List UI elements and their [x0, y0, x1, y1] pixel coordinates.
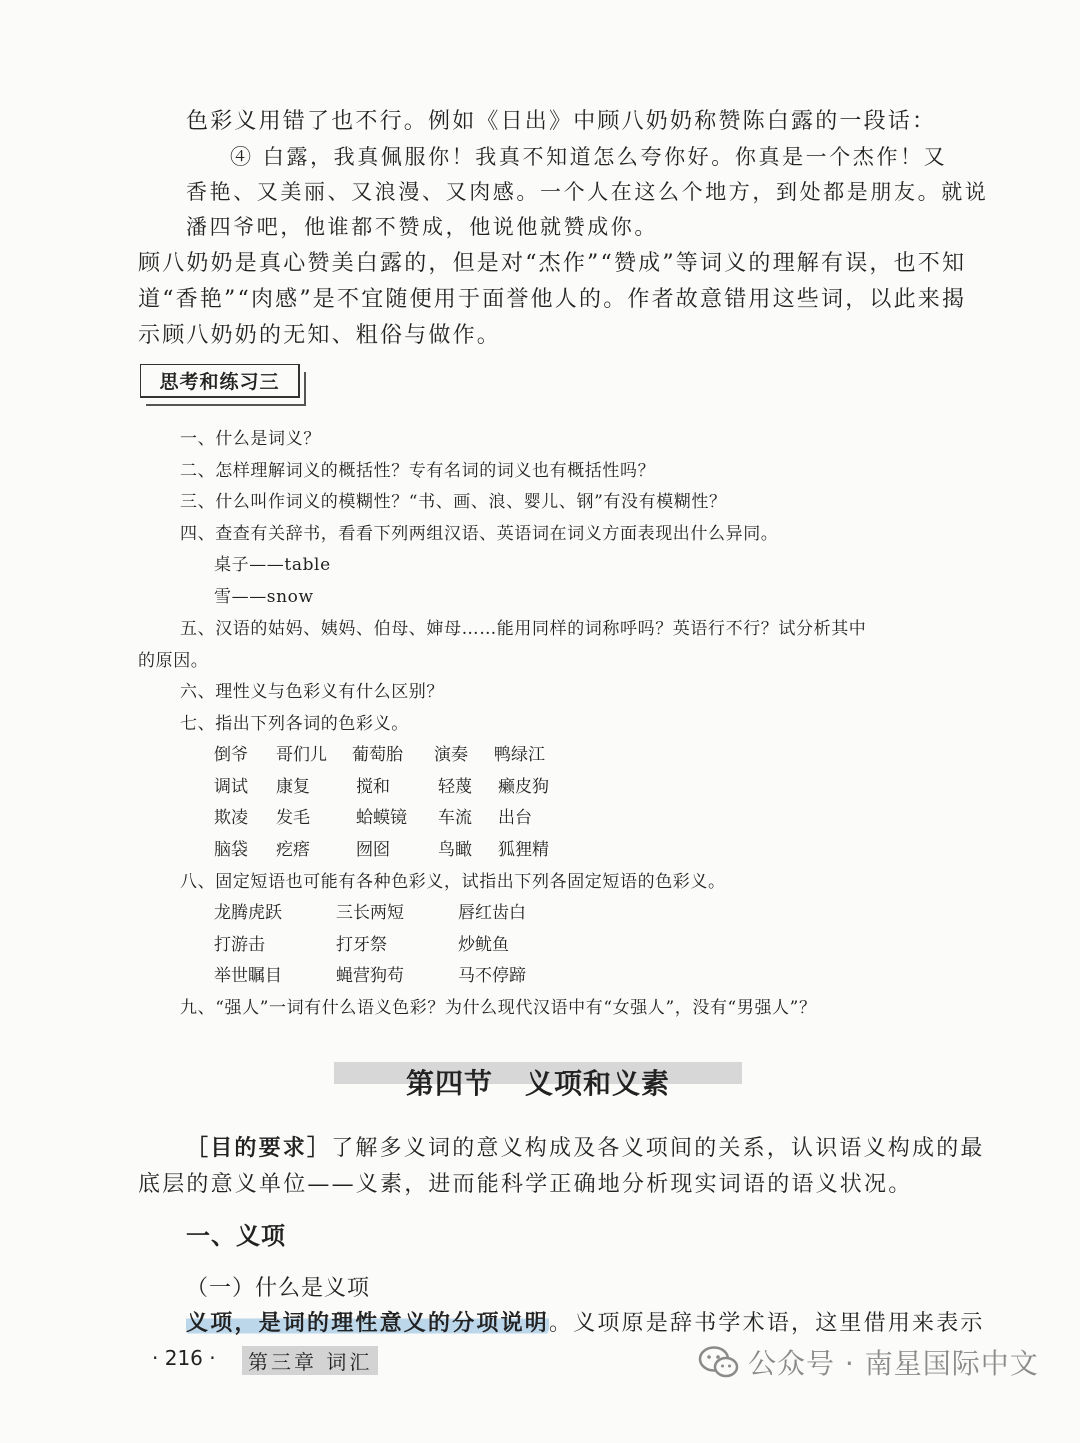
phrase-item: 唇红齿白	[458, 903, 526, 923]
question-7: 七、指出下列各词的色彩义。	[180, 714, 409, 734]
section-name: 义项和义素	[525, 1067, 671, 1100]
section-number: 第四节	[405, 1067, 493, 1100]
word-item: 康复	[276, 777, 310, 797]
definition-rest: 。义项原是辞书学术语，这里借用来表示	[549, 1311, 985, 1336]
heading-1: 一、义项	[186, 1222, 286, 1250]
explain-line-1: 顾八奶奶是真心赞美白露的，但是对“杰作”“赞成”等词义的理解有误，也不知	[138, 251, 967, 276]
word-item: 搅和	[356, 777, 390, 797]
word-item: 脑袋	[214, 840, 248, 860]
word-item: 狐狸精	[498, 840, 549, 860]
heading-2: （一）什么是义项	[186, 1276, 371, 1301]
intro-line-1: 色彩义用错了也不行。例如《日出》中顾八奶奶称赞陈白露的一段话：	[186, 109, 937, 134]
word-item: 轻蔑	[438, 777, 472, 797]
section-title	[334, 1062, 742, 1108]
word-item: 囫囵	[356, 840, 390, 860]
phrase-item: 打牙祭	[336, 935, 387, 955]
phrase-item: 炒鱿鱼	[458, 935, 509, 955]
goal-line-2: 底层的意义单位——义素，进而能科学正确地分析现实词语的语义状况。	[138, 1172, 913, 1197]
phrase-item: 打游击	[214, 935, 265, 955]
word-item: 调试	[214, 777, 248, 797]
question-8: 八、固定短语也可能有各种色彩义，试指出下列各固定短语的色彩义。	[180, 872, 726, 892]
word-item: 演奏	[434, 745, 468, 765]
word-item: 发毛	[276, 808, 310, 828]
phrase-item: 马不停蹄	[458, 966, 526, 986]
goal-label: ［目的要求］	[186, 1136, 332, 1161]
goal-text: 了解多义词的意义构成及各义项间的关系，认识语义构成的最	[331, 1136, 985, 1161]
phrase-item: 龙腾虎跃	[214, 903, 282, 923]
exercise-title: 思考和练习三	[140, 364, 300, 398]
phrase-item: 举世瞩目	[214, 966, 282, 986]
quote-line-3: 潘四爷吧，他谁都不赞成，他说他就赞成你。	[186, 215, 658, 239]
word-pair-2: 雪——snow	[214, 587, 314, 607]
watermark-text: 公众号 · 南星国际中文	[748, 1347, 1039, 1380]
word-pair-1: 桌子——table	[214, 555, 331, 575]
question-9: 九、“强人”一词有什么语义色彩？为什么现代汉语中有“女强人”，没有“男强人”？	[180, 998, 817, 1018]
word-item: 鸟瞰	[438, 840, 472, 860]
quote-line-1: ④ 白露，我真佩服你！我真不知道怎么夸你好。你真是一个杰作！又	[230, 145, 948, 169]
goal-line-1	[186, 1131, 985, 1162]
word-item: 鸭绿江	[494, 745, 545, 765]
word-item: 疙瘩	[276, 840, 310, 860]
explain-line-3: 示顾八奶奶的无知、粗俗与做作。	[138, 323, 502, 348]
word-item: 蛤蟆镜	[356, 808, 407, 828]
question-5-cont: 的原因。	[138, 651, 209, 671]
word-item: 哥们儿	[276, 745, 327, 765]
explain-line-2: 道“香艳”“肉感”是不宜随便用于面誉他人的。作者故意错用这些词，以此来揭	[138, 287, 967, 312]
word-item: 欺凌	[214, 808, 248, 828]
word-item: 倒爷	[214, 745, 248, 765]
word-item: 葡萄胎	[352, 745, 403, 765]
question-3: 三、什么叫作词义的模糊性？“书、画、浪、婴儿、钢”有没有模糊性？	[180, 492, 727, 512]
page-number: · 216 ·	[152, 1346, 216, 1370]
quote-line-2: 香艳、又美丽、又浪漫、又肉感。一个人在这么个地方，到处都是朋友。就说	[186, 180, 989, 204]
definition-bold: 义项，是词的理性意义的分项说明	[186, 1311, 550, 1336]
word-item: 出台	[498, 808, 532, 828]
definition-line	[186, 1306, 985, 1337]
word-item: 车流	[438, 808, 472, 828]
wechat-icon	[698, 1344, 740, 1380]
question-5: 五、汉语的姑妈、姨妈、伯母、婶母……能用同样的词称呼吗？英语行不行？试分析其中	[180, 619, 867, 639]
question-2: 二、怎样理解词义的概括性？专有名词的词义也有概括性吗？	[180, 461, 656, 481]
question-6: 六、理性义与色彩义有什么区别？	[180, 682, 444, 702]
question-4: 四、查查有关辞书，看看下列两组汉语、英语词在词义方面表现出什么异同。	[180, 524, 779, 544]
question-1: 一、什么是词义？	[180, 429, 321, 449]
watermark	[698, 1342, 1039, 1382]
phrase-item: 三长两短	[336, 903, 404, 923]
word-item: 癞皮狗	[498, 777, 549, 797]
phrase-item: 蝇营狗苟	[336, 966, 404, 986]
chapter-label: 第三章 词汇	[242, 1346, 378, 1375]
